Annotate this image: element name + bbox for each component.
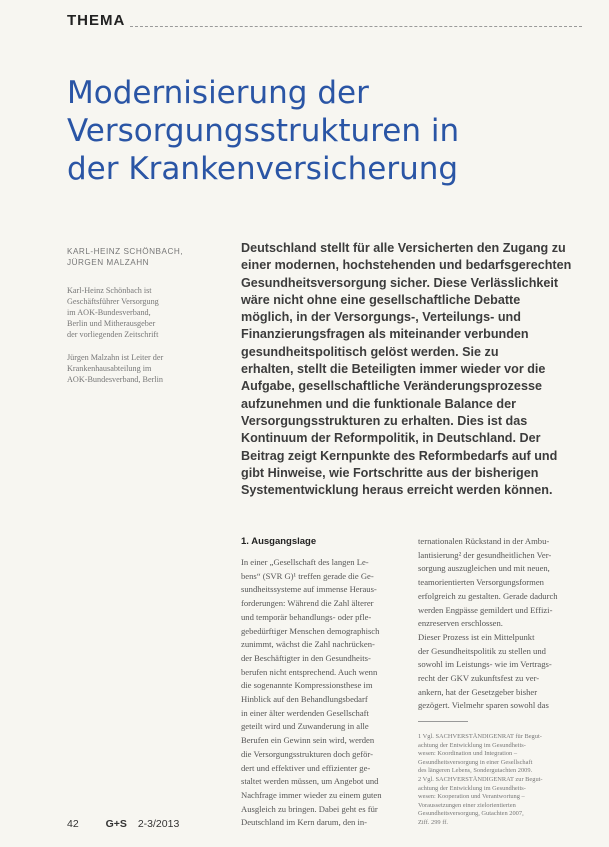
footnote-line: Voraussetzungen einer zielorientierten: [418, 801, 516, 809]
body-line: gezögert. Vielmehr sparen sowohl das: [418, 700, 549, 711]
body-line: erfolgreich zu gestalten. Gerade dadurch: [418, 590, 558, 601]
body-line: sowohl im Leistungs- wie im Vertrags-: [418, 659, 552, 670]
abstract-line: Aufgabe, gesellschaftliche Veränderungsprozesse: [241, 379, 542, 394]
abstract-line: gesundheitspolitisch gelöst werden. Sie zu: [241, 344, 499, 359]
section-label: THEMA: [67, 12, 126, 29]
body-column-left: [241, 556, 403, 830]
body-line: recht der GKV zukunftsfest zu ver-: [418, 673, 540, 684]
body-line: lantisierung² der gesundheitlichen Ver-: [418, 549, 552, 560]
footnote-line: des längeren Lebens, Sondergutachten 2009.: [418, 767, 533, 775]
abstract-line: Kontinuum der Reformpolitik, in Deutschland. Der: [241, 431, 541, 446]
author-line: JÜRGEN MALZAHN: [67, 258, 150, 267]
footnote-line: achtung der Entwicklung im Gesundheits-: [418, 741, 526, 749]
bio-line: Jürgen Malzahn ist Leiter der: [67, 353, 164, 362]
abstract-line: wäre nicht ohne eine gesellschaftliche Debatte: [241, 292, 521, 307]
abstract-line: Gesundheitsversorgung sicher. Diese Verlässlichkeit: [241, 275, 559, 290]
body-line: enzreserven erschlossen.: [418, 618, 503, 629]
footnote-line: 1 Vgl. SACHVERSTÄNDIGENRAT für Begut-: [418, 733, 542, 740]
author-names: [67, 246, 217, 268]
author-bio-schoenbach: [67, 285, 222, 340]
abstract-line: gibt Hinweise, wie Fortschritte aus der bisherigen: [241, 465, 539, 480]
article-title: [67, 74, 547, 188]
body-line: Berufen ein Gewinn sein wird, werden: [241, 735, 375, 746]
body-line: Dieser Prozess ist ein Mittelpunkt: [418, 631, 535, 642]
bio-line: Karl-Heinz Schönbach ist: [67, 286, 152, 295]
body-line: und temporär behandlungs- oder pfle-: [241, 611, 372, 622]
body-line: In einer „Gesellschaft des langen Le-: [241, 557, 369, 567]
abstract-line: aufzunehmen und die funktionale Balance der: [241, 396, 517, 411]
body-line: geteilt wird und Zuwanderung in alle: [241, 721, 369, 732]
footnote-line: 2 Vgl. SACHVERSTÄNDIGENRAT zur Begut-: [418, 775, 543, 783]
body-line: Deutschland im Kern darum, den in-: [241, 817, 368, 828]
body-line: die Versorgungsstrukturen doch geför-: [241, 748, 373, 759]
abstract-line: Versorgungsstrukturen zu erhalten. Dies ist das: [241, 413, 528, 428]
body-line: ankern, hat der Gesetzgeber bisher: [418, 686, 538, 697]
author-line: KARL-HEINZ SCHÖNBACH,: [67, 247, 184, 256]
footnote-line: Gesundheitsversorgung in einer Gesellschaft: [418, 758, 533, 766]
journal-name: G+S: [105, 818, 127, 830]
footnotes: [418, 733, 590, 828]
bio-line: Krankenhausabteilung im: [67, 364, 152, 374]
body-line: in einer älter werdenden Gesellschaft: [241, 707, 369, 718]
body-line: Nachfrage immer wieder zu einem guten: [241, 789, 382, 800]
footnote-line: achtung der Entwicklung im Gesundheits-: [418, 784, 526, 792]
page-number: 42: [67, 818, 79, 830]
footnote-rule: [418, 721, 468, 722]
footnote-line: Gesundheitsversorgung, Gutachten 2007,: [418, 810, 524, 818]
body-line: Hinblick auf den Behandlungsbedarf: [241, 694, 368, 705]
body-line: sorgung auszugleichen und mit neuen,: [418, 563, 550, 574]
footnote-line: wesen: Kooperation und Verantwortung –: [418, 793, 525, 801]
header-rule: [130, 26, 582, 27]
bio-line: Berlin und Mitherausgeber: [67, 319, 156, 329]
footnote-line: wesen: Koordination und Integration –: [418, 750, 518, 758]
body-column-right: [418, 535, 588, 713]
abstract-line: Systementwicklung heraus erreicht werden können.: [241, 483, 553, 498]
body-line: bens“ (SVR G)¹ treffen gerade die Ge-: [241, 570, 374, 581]
title-line: Modernisierung der: [67, 75, 369, 111]
abstract-line: Finanzierungsfragen als miteinander verbunden: [241, 327, 529, 342]
body-line: der Beschäftigter in den Gesundheits-: [241, 652, 371, 663]
abstract-line: möglich, in der Versorgungs-, Verteilungs- und: [241, 310, 521, 325]
title-line: der Krankenversicherung: [67, 151, 459, 187]
body-line: gebedürftiger Menschen demographisch: [241, 625, 380, 636]
body-line: die sogenannte Kompressionsthese im: [241, 680, 373, 691]
footnote-line: Ziff. 299 ff.: [418, 818, 448, 826]
page-footer: [67, 818, 203, 830]
abstract-line: erhalten, stellt die Beteiligten immer wieder vor die: [241, 362, 546, 377]
author-bio-malzahn: [67, 352, 222, 385]
bio-line: Geschäftsführer Versorgung: [67, 297, 159, 307]
bio-line: der vorliegenden Zeitschrift: [67, 330, 159, 340]
article-abstract: [241, 240, 589, 499]
abstract-line: einer modernen, hochstehenden und bedarfsgerechten: [241, 258, 572, 273]
body-line: staltet werden müssen, um Angebot und: [241, 776, 379, 787]
bio-line: im AOK-Bundesverband,: [67, 308, 151, 318]
section-heading: 1. Ausgangslage: [241, 536, 317, 547]
body-line: forderungen: Während die Zahl älterer: [241, 598, 374, 609]
body-line: der Gesundheitspolitik zu stellen und: [418, 645, 546, 656]
body-line: dert und effektiver und effizienter ge-: [241, 762, 371, 773]
body-line: ternationalen Rückstand in der Ambu-: [418, 536, 550, 546]
title-line: Versorgungsstrukturen in: [67, 113, 460, 149]
body-line: Ausgleich zu bringen. Dabei geht es für: [241, 803, 378, 814]
bio-line: AOK-Bundesverband, Berlin: [67, 375, 163, 385]
body-line: zunimmt, wächst die Zahl nachrücken-: [241, 639, 375, 650]
issue-number: 2-3/2013: [137, 818, 180, 830]
body-line: werden Engpässe gemildert und Effizi-: [418, 604, 553, 615]
body-line: sundheitssysteme auf immense Heraus-: [241, 584, 377, 595]
abstract-line: Beitrag zeigt Kernpunkte des Reformbedarfs auf und: [241, 448, 558, 463]
body-line: berufen nicht entsprechend. Auch wenn: [241, 666, 378, 677]
body-line: teamorientierten Versorgungsformen: [418, 577, 544, 588]
abstract-line: Deutschland stellt für alle Versicherten den Zugang zu: [241, 241, 566, 255]
